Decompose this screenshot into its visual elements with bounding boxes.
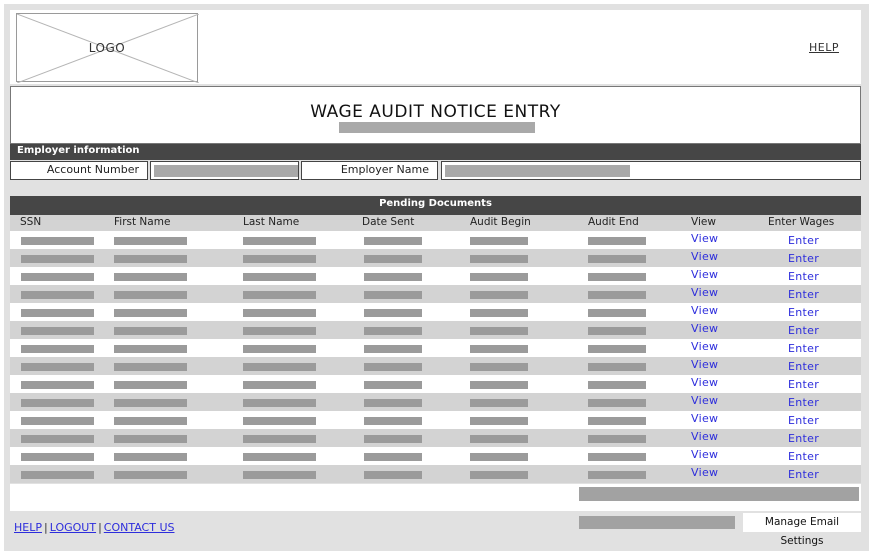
ssn-cell <box>21 471 94 479</box>
employer-name-field <box>441 161 861 180</box>
table-row <box>10 303 861 321</box>
page-title: WAGE AUDIT NOTICE ENTRY <box>310 102 561 122</box>
logo <box>16 13 198 82</box>
first-name-cell <box>114 453 187 461</box>
date-sent-cell <box>364 345 422 353</box>
first-name-cell <box>114 435 187 443</box>
column-header-view: View <box>691 216 716 228</box>
view-link[interactable]: View <box>691 232 719 245</box>
column-header-date-sent: Date Sent <box>362 216 415 228</box>
table-header <box>10 215 861 231</box>
ssn-cell <box>21 345 94 353</box>
table-row <box>10 249 861 267</box>
audit-begin-cell <box>470 363 528 371</box>
first-name-cell <box>114 273 187 281</box>
column-header-first-name: First Name <box>114 216 171 228</box>
enter-wages-link[interactable]: Enter <box>788 288 820 301</box>
first-name-cell <box>114 417 187 425</box>
audit-end-cell <box>588 471 646 479</box>
first-name-cell <box>114 471 187 479</box>
view-link[interactable]: View <box>691 322 719 335</box>
audit-begin-cell <box>470 417 528 425</box>
view-link[interactable]: View <box>691 304 719 317</box>
view-link[interactable]: View <box>691 376 719 389</box>
logo-text: LOGO <box>88 40 126 55</box>
last-name-cell <box>243 381 316 389</box>
ssn-cell <box>21 363 94 371</box>
audit-begin-cell <box>470 237 528 245</box>
ssn-cell <box>21 435 94 443</box>
first-name-cell <box>114 291 187 299</box>
enter-wages-link[interactable]: Enter <box>788 360 820 373</box>
help-link-top[interactable]: HELP <box>809 41 839 54</box>
enter-wages-link[interactable]: Enter <box>788 468 820 481</box>
audit-begin-cell <box>470 309 528 317</box>
footer-logout-link[interactable]: LOGOUT <box>49 521 97 534</box>
view-link[interactable]: View <box>691 358 719 371</box>
last-name-cell <box>243 435 316 443</box>
audit-begin-cell <box>470 471 528 479</box>
ssn-cell <box>21 309 94 317</box>
table-row <box>10 285 861 303</box>
table-row <box>10 465 861 483</box>
ssn-cell <box>21 273 94 281</box>
audit-begin-cell <box>470 291 528 299</box>
date-sent-cell <box>364 417 422 425</box>
ssn-cell <box>21 255 94 263</box>
footer-contact-link[interactable]: CONTACT US <box>103 521 175 534</box>
ssn-cell <box>21 237 94 245</box>
table-row <box>10 429 861 447</box>
enter-wages-link[interactable]: Enter <box>788 396 820 409</box>
audit-begin-cell <box>470 435 528 443</box>
table-row <box>10 375 861 393</box>
audit-begin-cell <box>470 273 528 281</box>
footer-separator: | <box>43 521 48 534</box>
employer-name-label: Employer Name <box>301 161 438 180</box>
table-row <box>10 393 861 411</box>
enter-wages-link[interactable]: Enter <box>788 342 820 355</box>
title-box <box>10 86 861 144</box>
column-header-ssn: SSN <box>20 216 42 228</box>
date-sent-cell <box>364 399 422 407</box>
audit-end-cell <box>588 363 646 371</box>
view-link[interactable]: View <box>691 430 719 443</box>
audit-begin-cell <box>470 345 528 353</box>
action-button-placeholder[interactable] <box>579 487 859 501</box>
first-name-cell <box>114 255 187 263</box>
ssn-cell <box>21 291 94 299</box>
last-name-cell <box>243 255 316 263</box>
view-link[interactable]: View <box>691 466 719 479</box>
audit-end-cell <box>588 273 646 281</box>
footer-separator: | <box>98 521 102 534</box>
date-sent-cell <box>364 435 422 443</box>
column-header-audit-begin: Audit Begin <box>470 216 531 228</box>
last-name-cell <box>243 399 316 407</box>
audit-end-cell <box>588 291 646 299</box>
audit-begin-cell <box>470 399 528 407</box>
table-row <box>10 321 861 339</box>
audit-end-cell <box>588 345 646 353</box>
audit-end-cell <box>588 381 646 389</box>
ssn-cell <box>21 327 94 335</box>
date-sent-cell <box>364 237 422 245</box>
audit-end-cell <box>588 417 646 425</box>
enter-wages-link[interactable]: Enter <box>788 324 820 337</box>
last-name-cell <box>243 273 316 281</box>
view-link[interactable]: View <box>691 250 719 263</box>
account-number-label: Account Number <box>10 161 148 180</box>
enter-wages-link[interactable]: Enter <box>788 432 820 445</box>
date-sent-cell <box>364 453 422 461</box>
account-number-field <box>150 161 299 180</box>
first-name-cell <box>114 381 187 389</box>
view-link[interactable]: View <box>691 340 719 353</box>
date-sent-cell <box>364 309 422 317</box>
table-row <box>10 339 861 357</box>
enter-wages-link[interactable]: Enter <box>788 450 820 463</box>
date-sent-cell <box>364 255 422 263</box>
footer-links <box>14 521 174 534</box>
date-sent-cell <box>364 363 422 371</box>
employer-info-row <box>10 161 861 180</box>
first-name-cell <box>114 327 187 335</box>
enter-wages-link[interactable]: Enter <box>788 414 820 427</box>
last-name-cell <box>243 345 316 353</box>
employer-section-header: Employer information <box>10 144 861 160</box>
first-name-cell <box>114 237 187 245</box>
audit-end-cell <box>588 309 646 317</box>
date-sent-cell <box>364 381 422 389</box>
enter-wages-link[interactable]: Enter <box>788 378 820 391</box>
view-link[interactable]: View <box>691 394 719 407</box>
pending-documents-table <box>10 231 861 483</box>
view-link[interactable]: View <box>691 286 719 299</box>
enter-wages-link[interactable]: Enter <box>788 252 820 265</box>
audit-begin-cell <box>470 381 528 389</box>
manage-email-settings-button[interactable]: Manage Email Settings <box>743 513 861 532</box>
date-sent-cell <box>364 471 422 479</box>
secondary-button-placeholder[interactable] <box>579 516 735 529</box>
audit-begin-cell <box>470 327 528 335</box>
last-name-cell <box>243 327 316 335</box>
ssn-cell <box>21 381 94 389</box>
last-name-cell <box>243 363 316 371</box>
ssn-cell <box>21 453 94 461</box>
first-name-cell <box>114 309 187 317</box>
table-row <box>10 447 861 465</box>
last-name-cell <box>243 291 316 299</box>
audit-end-cell <box>588 435 646 443</box>
audit-end-cell <box>588 453 646 461</box>
audit-begin-cell <box>470 453 528 461</box>
last-name-cell <box>243 237 316 245</box>
date-sent-cell <box>364 327 422 335</box>
audit-end-cell <box>588 399 646 407</box>
audit-end-cell <box>588 255 646 263</box>
enter-wages-link[interactable]: Enter <box>788 306 820 319</box>
first-name-cell <box>114 399 187 407</box>
view-link[interactable]: View <box>691 268 719 281</box>
ssn-cell <box>21 417 94 425</box>
table-row <box>10 267 861 285</box>
employer-name-value <box>445 165 630 177</box>
audit-end-cell <box>588 237 646 245</box>
first-name-cell <box>114 363 187 371</box>
last-name-cell <box>243 309 316 317</box>
first-name-cell <box>114 345 187 353</box>
table-row <box>10 357 861 375</box>
pending-documents-header: Pending Documents <box>10 196 861 215</box>
account-number-value <box>154 165 298 177</box>
footer-help-link[interactable]: HELP <box>14 521 42 534</box>
last-name-cell <box>243 453 316 461</box>
column-header-audit-end: Audit End <box>588 216 639 228</box>
enter-wages-link[interactable]: Enter <box>788 270 820 283</box>
last-name-cell <box>243 471 316 479</box>
table-row <box>10 411 861 429</box>
table-row <box>10 231 861 249</box>
audit-end-cell <box>588 327 646 335</box>
column-header-enter-wages: Enter Wages <box>768 216 835 228</box>
date-sent-cell <box>364 273 422 281</box>
date-sent-cell <box>364 291 422 299</box>
enter-wages-link[interactable]: Enter <box>788 234 820 247</box>
last-name-cell <box>243 417 316 425</box>
ssn-cell <box>21 399 94 407</box>
column-header-last-name: Last Name <box>243 216 300 228</box>
view-link[interactable]: View <box>691 448 719 461</box>
audit-begin-cell <box>470 255 528 263</box>
subtitle-placeholder <box>339 122 535 133</box>
view-link[interactable]: View <box>691 412 719 425</box>
